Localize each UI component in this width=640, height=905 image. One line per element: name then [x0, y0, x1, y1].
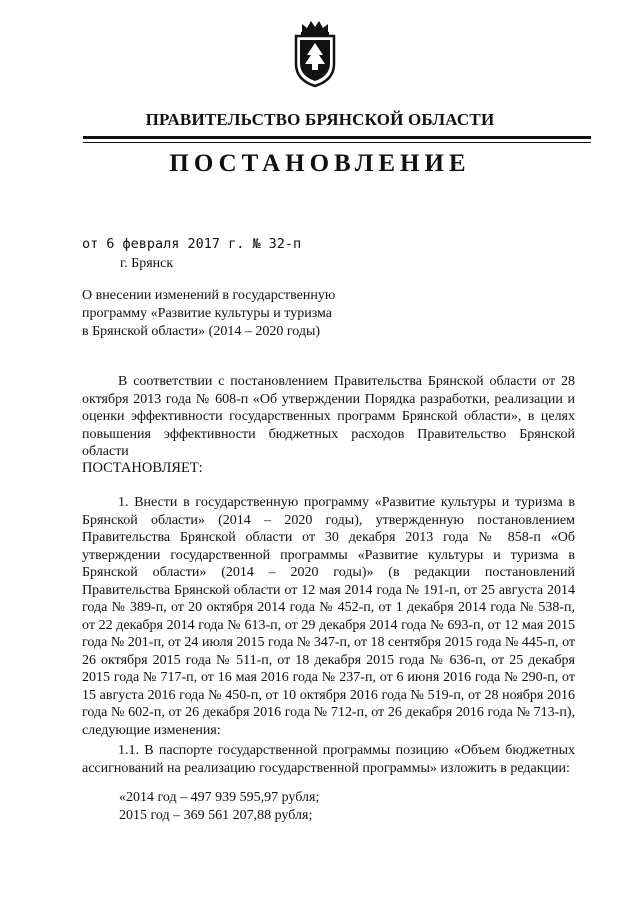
date-prefix: от: [82, 236, 99, 252]
item-1-1-text: 1.1. В паспорте государственной программы позицию «Объем бюджетных ассигнований на реализацию государственной программы» изложить в редакции:: [82, 743, 575, 776]
document-type: ПОСТАНОВЛЕНИЕ: [169, 150, 471, 177]
organization-title: ПРАВИТЕЛЬСТВО БРЯНСКОЙ ОБЛАСТИ: [145, 110, 495, 129]
document-date: 6 февраля 2017 г.: [106, 236, 245, 252]
city: г. Брянск: [120, 256, 174, 271]
amount-2015: 2015 год – 369 561 207,88 рубля;: [119, 808, 313, 823]
header-rule-thin: [83, 142, 591, 143]
preamble-paragraph: [82, 373, 575, 461]
date-line: [82, 236, 309, 252]
coat-of-arms-icon: [288, 18, 342, 88]
item-1-text: 1. Внести в государственную программу «Развитие культуры и туризма в Брянской области» (2014 – 2020 годы), утвержденную постановлением Правительства Брянской области от 30 декабря 2013 года № 858-п «Об утверждении государственной программы «Развитие культуры и туризма в Брянской области» (2014 – 2020 годы)» (в редакции постановлений Правительства Брянской области от 12 мая 2014 года № 191-п, от 25 августа 2014 года № 389-п, от 20 октября 2014 года № 452-п, от 1 декабря 2014 года № 538-п, от 22 декабря 2014 года № 613-п, от 29 декабря 2014 года № 693-п, от 12 мая 2015 года № 201-п, от 24 июля 2015 года № 347-п, от 18 сентября 2015 года № 445-п, от 26 октября 2015 года № 511-п, от 18 декабря 2015 года № 636-п, от 25 декабря 2015 года № 717-п, от 16 мая 2016 года № 237-п, от 6 июня 2016 года № 290-п, от 15 августа 2016 года № 450-п, от 10 октября 2016 года № 519-п, от 28 ноября 2016 года № 602-п, от 26 декабря 2016 года № 712-п, от 26 декабря 2016 года № 713-п), следующие изменения:: [82, 495, 575, 738]
subject-line: О внесении изменений в государственную: [82, 288, 336, 303]
document-number: 32-п: [268, 236, 302, 252]
resolves-heading: ПОСТАНОВЛЯЕТ:: [82, 460, 203, 476]
amount-2014: «2014 год – 497 939 595,97 рубля;: [119, 790, 320, 805]
header-rule-thick: [83, 136, 591, 139]
item-1-paragraph: [82, 494, 575, 739]
item-1-1-paragraph: [82, 742, 575, 777]
number-label: №: [252, 236, 261, 252]
subject-block: [82, 287, 382, 341]
subject-line: в Брянской области» (2014 – 2020 годы): [82, 324, 321, 339]
preamble-text: В соответствии с постановлением Правительства Брянской области от 28 октября 2013 года № 608-п «Об утверждении Порядка разработки, реализации и оценки эффективности государственных программ Брянской области», в целях повышения эффективности бюджетных расходов Правительство Брянской области: [82, 374, 575, 459]
subject-line: программу «Развитие культуры и туризма: [82, 306, 333, 321]
